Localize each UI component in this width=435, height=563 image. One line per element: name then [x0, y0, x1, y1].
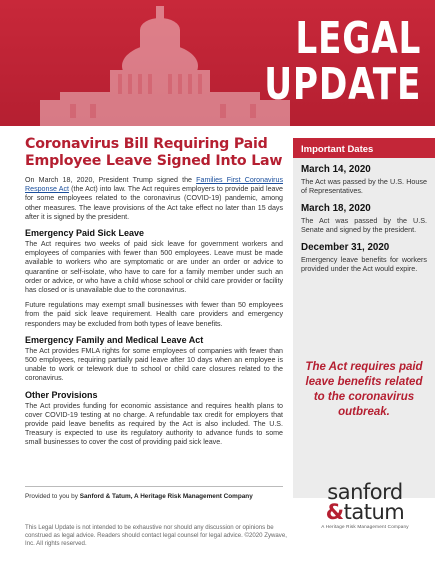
main-article — [25, 136, 283, 454]
capitol-building-image — [0, 0, 300, 126]
banner-line-1: LEGAL — [295, 13, 421, 64]
date-description: The Act was passed by the U.S. House of Representatives. — [301, 177, 427, 195]
logo-ampersand: & — [325, 500, 344, 524]
provided-by-prefix: Provided to you by — [25, 493, 80, 500]
provided-by-company: Sanford & Tatum, A Heritage Risk Management Company — [79, 493, 253, 500]
sidebar — [293, 138, 435, 498]
section-paragraph: The Act provides FMLA rights for some employees of companies with fewer than 500 employees, requiring partially paid leave after 10 days when an employee is unable to work or telework due to school or child care closures related to the coronavirus. — [25, 346, 283, 383]
legal-update-title — [264, 13, 421, 110]
header-banner — [0, 0, 435, 126]
logo-word-sanford: sanford — [327, 480, 403, 504]
date-title: December 31, 2020 — [301, 242, 390, 253]
section-paragraph: Future regulations may exempt small businesses with fewer than 50 employees from the paid sick leave requirement. Health care providers and emergency responders may be excluded from both types of leave benefits. — [25, 301, 283, 328]
section-heading-other-provisions: Other Provisions — [25, 389, 98, 400]
legal-disclaimer: This Legal Update is not intended to be exhaustive nor should any discussion or opinions be construed as legal advice. Readers should contact legal counsel for legal advice. ©2020 Zywave, Inc. All rights reserved. — [25, 524, 287, 547]
pull-quote: The Act requires paid leave benefits related to the coronavirus outbreak. — [305, 361, 423, 418]
important-dates-panel — [293, 158, 435, 498]
important-dates-header: Important Dates — [293, 138, 435, 158]
intro-text-pre: On March 18, 2020, President Trump signed the — [25, 176, 197, 184]
article-headline: Coronavirus Bill Requiring Paid Employee Leave Signed Into Law — [25, 136, 283, 169]
date-description: The Act was passed by the U.S. Senate and signed by the president. — [301, 216, 427, 234]
section-paragraph: The Act provides funding for economic assistance and requires health plans to cover COVID-19 testing at no charge. A refundable tax credit for employers that provide paid leave benefits as required by the Act is also included. The U.S. Treasury is expected to use its regulatory authority to advance funds to some small businesses to cover the cost of providing paid sick leave. — [25, 401, 283, 447]
date-item — [301, 203, 427, 234]
section-paragraph: The Act requires two weeks of paid sick leave for government workers and employees of companies with fewer than 500 employees. Leave must be made available to workers who are symptomatic or are under an order or advice to quarantine or self-isolate, who have to care for a family member under such an order or advice, or who have a child whose school or child care provider or facility has closed or is unavailable due to the coronavirus. — [25, 240, 283, 295]
section-heading-paid-sick-leave: Emergency Paid Sick Leave — [25, 228, 145, 239]
logo-tagline: A Heritage Risk Management Company — [321, 524, 409, 529]
intro-text-post: (the Act) into law. The Act requires employers to provide paid leave for some employees related to the coronavirus (COVID-19) pandemic, among other measures. The leave provisions of the Act take effect no later than 15 days after it is signed by the president. — [25, 185, 283, 221]
logo-line-2 — [305, 502, 425, 522]
provided-by-line — [25, 486, 283, 500]
intro-paragraph — [25, 176, 283, 222]
date-item — [301, 164, 427, 195]
date-item — [301, 242, 427, 273]
date-description: Emergency leave benefits for workers provided under the Act would expire. — [301, 255, 427, 273]
logo-word-tatum: tatum — [343, 500, 405, 524]
section-heading-fmla: Emergency Family and Medical Leave Act — [25, 334, 204, 345]
banner-line-2: UPDATE — [264, 59, 421, 110]
act-link[interactable]: Families First Coronavirus Response Act — [25, 176, 283, 194]
date-title: March 14, 2020 — [301, 164, 371, 175]
date-title: March 18, 2020 — [301, 203, 371, 214]
sanford-tatum-logo — [305, 482, 425, 529]
